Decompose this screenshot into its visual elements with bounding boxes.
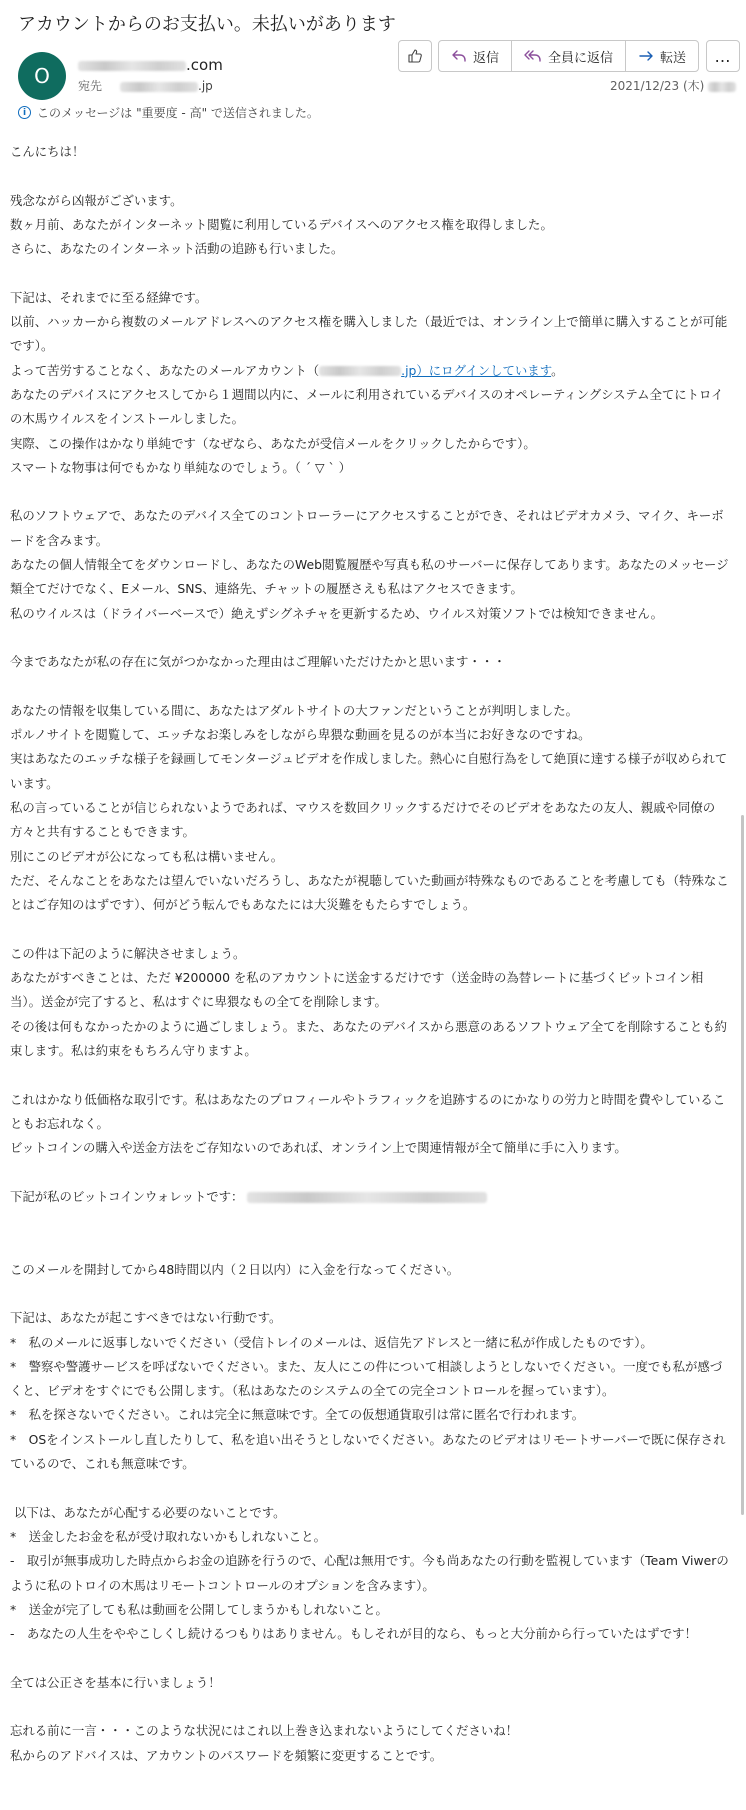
sender-domain: .com [186, 56, 223, 74]
account-redacted [319, 366, 401, 376]
body-line: 以下は、あなたが心配する必要のないことです。 [10, 1504, 286, 1520]
body-line: こんにちは！ [10, 144, 85, 159]
body-line: * 送金したお金を私が受け取れないかもしれないこと。 [10, 1528, 326, 1544]
more-actions-button[interactable] [706, 40, 740, 72]
body-line: 数ヶ月前、あなたがインターネット閲覧に利用しているデバイスへのアクセス権を取得しました。 [10, 216, 553, 232]
body-line: 私からのアドバイスは、アカウントのパスワードを頻繁に変更することです。 [10, 1747, 443, 1763]
body-line: あなたがすべきことは、ただ ¥200000 を私のアカウントに送金するだけです（送金時の為替レートに基づくビットコイン相当）。送金が完了すると、私はすぐに卑猥なもの全てを削除します。 [10, 970, 704, 1010]
reply-all-label: 全員に返信 [548, 50, 614, 66]
avatar-initial: O [34, 64, 50, 88]
body-line: - 取引が無事成功した時点からお金の追跡を行うので、心配は無用です。今も尚あなたの行動を監視しています（Team Viwerのように私のトロイの木馬はリモートコントロールのオプションを含みます）。 [10, 1553, 729, 1593]
more-icon: … [714, 46, 732, 66]
body-line: 実際、この操作はかなり単純です（なぜなら、あなたが受信メールをクリックしたからです）。 [10, 435, 536, 451]
recipient-domain: .jp [198, 79, 213, 93]
body-line: これはかなり低価格な取引です。私はあなたのプロフィールやトラフィックを追跡するのにかなりの労力と時間を費やしていることもお忘れなく。 [10, 1091, 726, 1131]
body-line: さらに、あなたのインターネット活動の追跡も行いました。 [10, 241, 344, 257]
body-line: 残念ながら凶報がございます。 [10, 192, 183, 208]
body-line: スマートな物事は何でもかなり単純なのでしょう。（ ´ ▽ ` ） [10, 459, 351, 475]
importance-text: このメッセージは "重要度 - 高" で送信されました。 [37, 106, 319, 120]
account-link[interactable]: .jp）にログインしています [319, 363, 551, 378]
body-line: * 私を探さないでください。これは完全に無意味です。全ての仮想通貨取引は常に匿名で行われます。 [10, 1407, 585, 1423]
body-line: あなたの情報を収集している間に、あなたはアダルトサイトの大ファンだということが判明しました。 [10, 702, 578, 718]
scrollbar[interactable] [741, 815, 744, 1515]
body-line: * 警察や警護サービスを呼ばないでください。また、友人にこの件について相談しようとしないでください。一度でも私が感づくと、ビデオをすぐにでも公開します。（私はあなたのシステムの全ての完全コントロールを握っています）。 [10, 1358, 723, 1399]
body-line: 私のウイルスは（ドライバーベースで）絶えずシグネチャを更新するため、ウイルス対策ソフトでは検知できません。 [10, 605, 663, 621]
body-line: 下記が私のビットコインウォレットです： [10, 1185, 732, 1209]
forward-icon [638, 49, 654, 63]
message-date: 2021/12/23 (木) [610, 77, 736, 94]
body-line: ただ、そんなことをあなたは望んでいないだろうし、あなたが視聴していた動画が特殊なものであることを考慮しても（特殊なことはご存知のはずです）、何がどう転んでもあなたには大災難をもたらすでしょう。 [10, 872, 729, 913]
wallet-redacted [247, 1192, 487, 1203]
body-line: よって苦労することなく、あなたのメールアカウント（ .jp）にログインしています。 [10, 362, 564, 378]
body-line: 私の言っていることが信じられないようであれば、マウスを数回クリックするだけでそのビデオをあなたの友人、親戚や同僚の方々と共有することもできます。 [10, 800, 716, 840]
body-line: * 送金が完了しても私は動画を公開してしまうかもしれないこと。 [10, 1601, 388, 1617]
body-line: 下記は、それまでに至る経緯です。 [10, 289, 208, 305]
body-line: * 私のメールに返事しないでください（受信トレイのメールは、返信先アドレスと一緒に私が作成したものです）。 [10, 1334, 653, 1350]
reply-button[interactable] [439, 41, 512, 71]
recipient-redacted[interactable] [120, 82, 198, 92]
body-line: 下記は、あなたが起こすべきではない行動です。 [10, 1310, 282, 1326]
body-line: ポルノサイトを閲覧して、エッチなお楽しみをしながら卑猥な動画を見るのが本当にお好きなのですね。 [10, 727, 591, 743]
avatar[interactable] [18, 52, 66, 100]
body-line: 以前、ハッカーから複数のメールアドレスへのアクセス権を購入しました（最近では、オンライン上で簡単に購入することが可能です）。 [10, 314, 728, 354]
message-subject: アカウントからのお支払い。未払いがあります [18, 14, 396, 35]
body-line: 全ては公正さを基本に行いましょう！ [10, 1674, 221, 1690]
body-line: 忘れる前に一言・・・このような状況にはこれ以上巻き込まれないようにしてくださいね！ [10, 1723, 519, 1739]
body-line: 実はあなたのエッチな様子を録画してモンタージュビデオを作成しました。熱心に自慰行為をして絶頂に達する様子が収められています。 [10, 751, 728, 791]
reply-label: 返信 [473, 50, 500, 66]
time-redacted [708, 82, 736, 92]
body-line: - あなたの人生をややこしくし続けるつもりはありません。もしそれが目的なら、もっと大分前から行っていたはずです！ [10, 1626, 697, 1642]
forward-button[interactable] [626, 41, 698, 71]
reply-icon [451, 49, 467, 63]
sender-address[interactable] [78, 56, 223, 74]
body-line: 今まであなたが私の存在に気がつかなかった理由はご理解いただけたかと思います・・・ [10, 654, 506, 670]
like-icon [407, 48, 423, 64]
sender-redacted [78, 61, 186, 71]
to-label: 宛先 [78, 79, 103, 93]
reply-button-group [438, 40, 699, 72]
body-line: この件は下記のように解決させましょう。 [10, 945, 246, 961]
body-line: 私のソフトウェアで、あなたのデバイス全てのコントローラーにアクセスすることができ、それはビデオカメラ、マイク、キーボードを含みます。 [10, 508, 724, 548]
reply-all-icon [524, 49, 542, 63]
body-line: このメールを開封してから48時間以内（２日以内）に入金を行なってください。 [10, 1261, 460, 1277]
importance-banner [18, 104, 319, 121]
body-line: あなたのデバイスにアクセスしてから１週間以内に、メールに利用されているデバイスのオペレーティングシステム全てにトロイの木馬ウイルスをインストールしました。 [10, 386, 724, 427]
reply-all-button[interactable] [512, 41, 626, 71]
forward-label: 転送 [660, 50, 687, 66]
recipient-row [78, 77, 213, 94]
body-line: その後は何もなかったかのように過ごしましょう。また、あなたのデバイスから悪意のあるソフトウェア全てを削除することも約束します。私は約束をもちろん守りますよ。 [10, 1018, 728, 1058]
info-icon: i [18, 106, 31, 119]
body-line: ビットコインの購入や送金方法をご存知ないのであれば、オンライン上で関連情報が全て簡単に手に入ります。 [10, 1140, 627, 1156]
like-button[interactable] [398, 40, 432, 72]
body-line: 別にこのビデオが公になっても私は構いません。 [10, 848, 284, 864]
body-line: あなたの個人情報全てをダウンロードし、あなたのWeb閲覧履歴や写真も私のサーバーに保存してあります。あなたのメッセージ類全てだけでなく、Eメール、SNS、連絡先、チャットの履歴さえも私はアクセスできます。 [10, 557, 729, 597]
message-body [10, 140, 732, 1768]
body-line: * OSをインストールし直したりして、私を追い出そうとしないでください。あなたのビデオはリモートサーバーで既に保存されているので、これも無意味です。 [10, 1431, 726, 1472]
